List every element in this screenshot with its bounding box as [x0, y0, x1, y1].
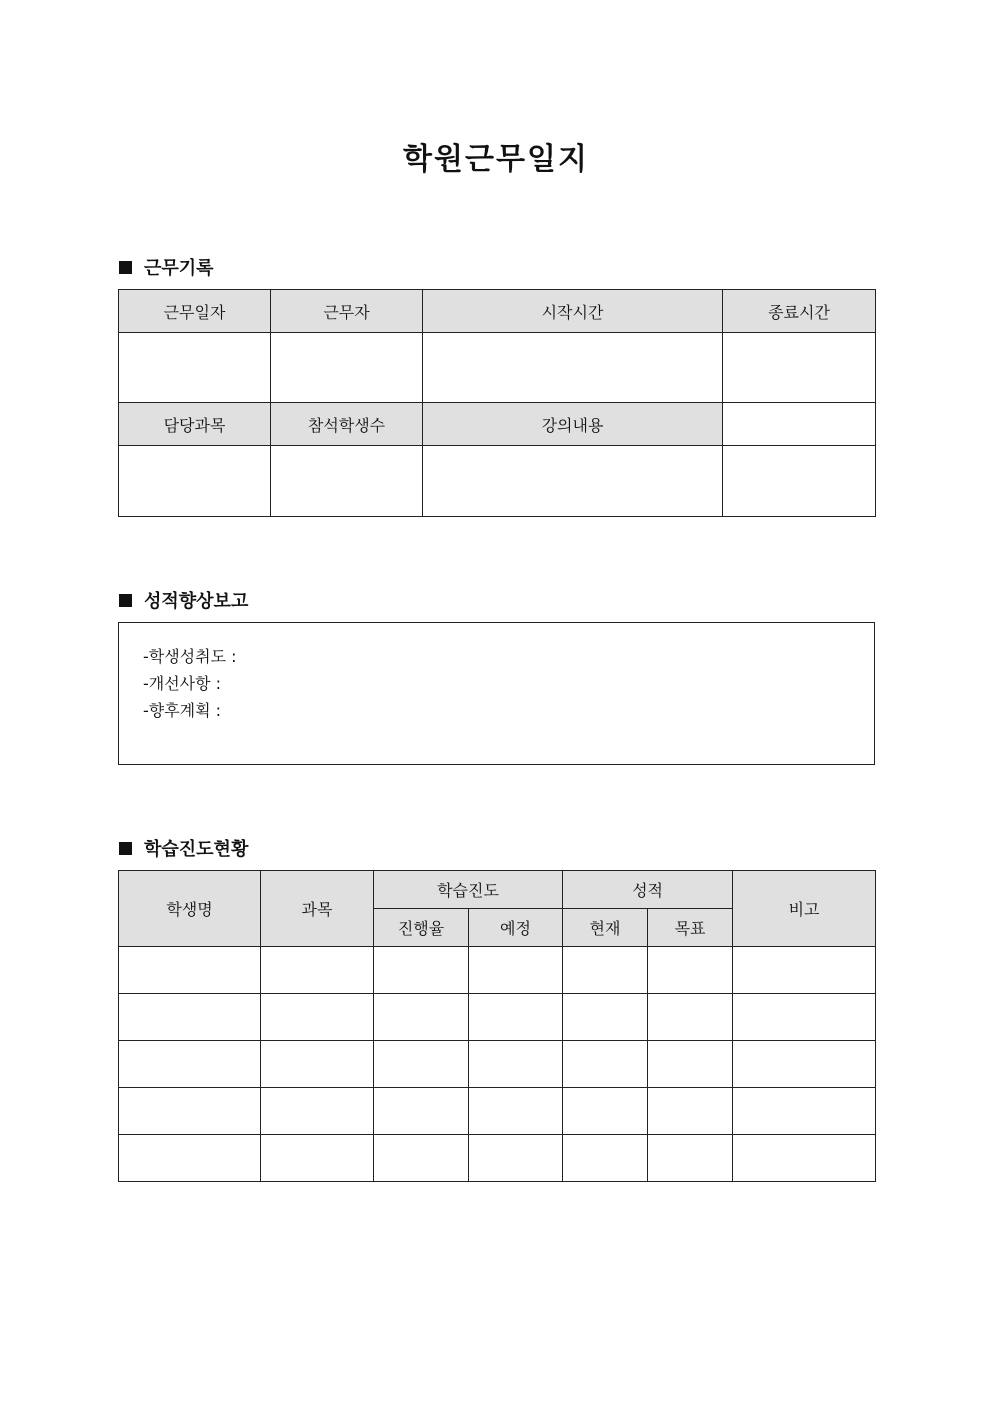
table-cell[interactable]	[733, 1088, 876, 1135]
header-start-time: 시작시간	[423, 290, 723, 333]
section-title: 성적향상보고	[144, 591, 249, 612]
header-grade-target: 목표	[648, 909, 733, 947]
cell-work-date[interactable]	[119, 333, 271, 403]
square-bullet-icon	[119, 842, 132, 855]
cell-worker[interactable]	[271, 333, 423, 403]
table-cell[interactable]	[119, 947, 261, 994]
header-work-date: 근무일자	[119, 290, 271, 333]
header-progress-rate: 진행율	[374, 909, 469, 947]
table-cell[interactable]	[261, 947, 374, 994]
table-cell[interactable]	[648, 1088, 733, 1135]
cell-end-time[interactable]	[723, 333, 876, 403]
section-heading-progress	[119, 835, 248, 861]
section-title: 학습진도현황	[144, 839, 249, 860]
section-heading-grade-report	[119, 587, 248, 613]
table-cell[interactable]	[648, 1135, 733, 1182]
table-row	[119, 1041, 876, 1088]
table-cell[interactable]	[563, 994, 648, 1041]
header-attendance: 참석학생수	[271, 403, 423, 446]
table-cell[interactable]	[648, 1041, 733, 1088]
header-subject: 담당과목	[119, 403, 271, 446]
cell-blank[interactable]	[723, 403, 876, 446]
table-cell[interactable]	[469, 947, 563, 994]
section-title: 근무기록	[144, 258, 214, 279]
header-progress-plan: 예정	[469, 909, 563, 947]
cell-extra[interactable]	[723, 446, 876, 517]
table-cell[interactable]	[374, 947, 469, 994]
table-cell[interactable]	[119, 1135, 261, 1182]
page-title: 학원근무일지	[403, 142, 589, 177]
table-cell[interactable]	[733, 947, 876, 994]
square-bullet-icon	[119, 261, 132, 274]
table-cell[interactable]	[374, 994, 469, 1041]
table-cell[interactable]	[648, 947, 733, 994]
report-line-plan: -향후계획 :	[143, 701, 222, 720]
cell-attendance[interactable]	[271, 446, 423, 517]
table-cell[interactable]	[563, 1135, 648, 1182]
report-line-achievement: -학생성취도 :	[143, 647, 237, 666]
cell-subject[interactable]	[119, 446, 271, 517]
header-lecture-content: 강의내용	[423, 403, 723, 446]
progress-table	[118, 870, 876, 1182]
section-heading-work-record	[119, 254, 214, 280]
table-cell[interactable]	[469, 1088, 563, 1135]
header-student-name: 학생명	[119, 871, 261, 947]
table-cell[interactable]	[261, 1041, 374, 1088]
table-cell[interactable]	[563, 1088, 648, 1135]
table-cell[interactable]	[733, 1041, 876, 1088]
header-end-time: 종료시간	[723, 290, 876, 333]
table-cell[interactable]	[374, 1135, 469, 1182]
grade-report-box[interactable]	[118, 622, 875, 765]
report-line-improvement: -개선사항 :	[143, 674, 222, 693]
table-cell[interactable]	[261, 1135, 374, 1182]
table-cell[interactable]	[374, 1088, 469, 1135]
header-grade-group: 성적	[563, 871, 733, 909]
header-progress-group: 학습진도	[374, 871, 563, 909]
work-record-table	[118, 289, 876, 517]
header-course: 과목	[261, 871, 374, 947]
header-worker: 근무자	[271, 290, 423, 333]
table-row	[119, 994, 876, 1041]
header-note: 비고	[733, 871, 876, 947]
square-bullet-icon	[119, 594, 132, 607]
table-cell[interactable]	[119, 994, 261, 1041]
table-cell[interactable]	[733, 994, 876, 1041]
table-cell[interactable]	[119, 1041, 261, 1088]
table-cell[interactable]	[374, 1041, 469, 1088]
cell-lecture-content[interactable]	[423, 446, 723, 517]
table-cell[interactable]	[648, 994, 733, 1041]
report-lines	[143, 643, 237, 724]
table-cell[interactable]	[563, 1041, 648, 1088]
table-cell[interactable]	[469, 1041, 563, 1088]
table-cell[interactable]	[469, 1135, 563, 1182]
table-cell[interactable]	[733, 1135, 876, 1182]
table-row	[119, 1088, 876, 1135]
table-cell[interactable]	[261, 994, 374, 1041]
header-grade-current: 현재	[563, 909, 648, 947]
table-row	[119, 1135, 876, 1182]
progress-table-body	[119, 947, 876, 1182]
table-row	[119, 947, 876, 994]
table-cell[interactable]	[119, 1088, 261, 1135]
table-cell[interactable]	[563, 947, 648, 994]
cell-start-time[interactable]	[423, 333, 723, 403]
table-cell[interactable]	[261, 1088, 374, 1135]
table-cell[interactable]	[469, 994, 563, 1041]
